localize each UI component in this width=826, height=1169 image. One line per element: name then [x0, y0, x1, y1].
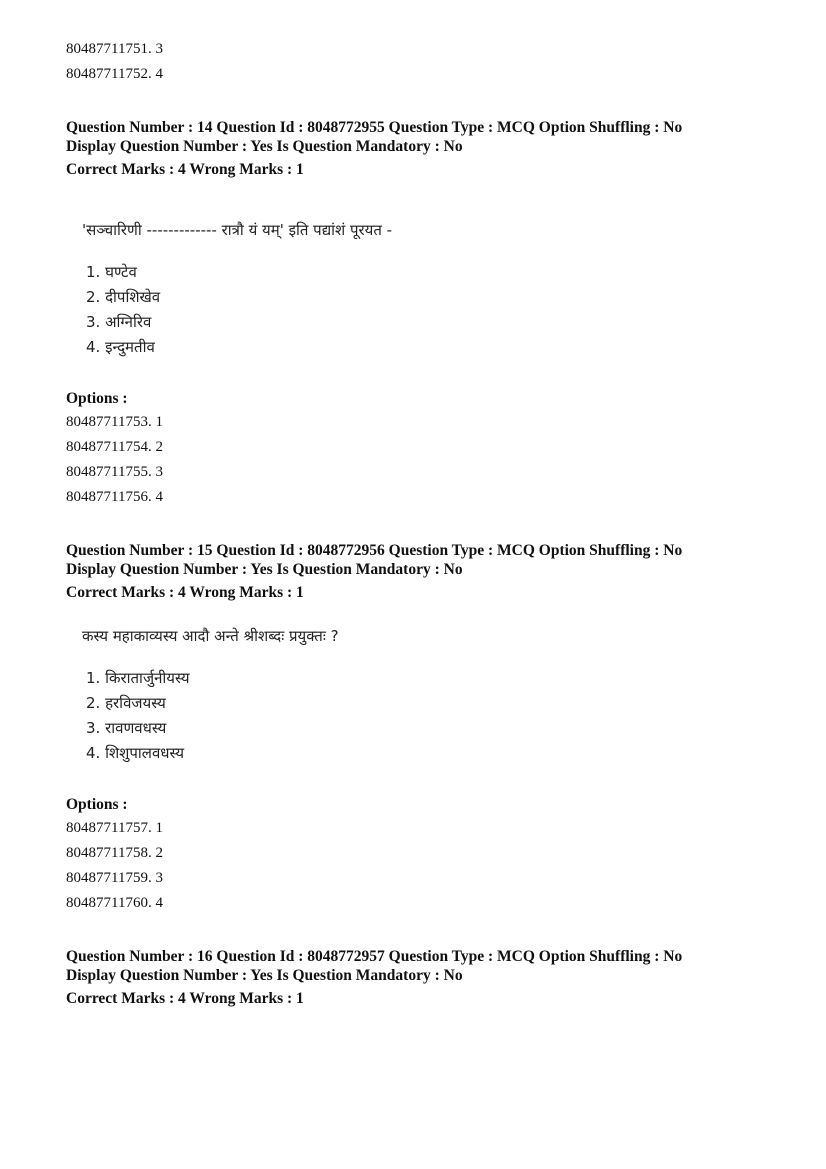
options-label: Options :: [66, 796, 128, 813]
answer-choice: 2. हरविजयस्य: [86, 694, 166, 712]
answer-choice: 4. शिशुपालवधस्य: [86, 744, 185, 762]
question-marks: Correct Marks : 4 Wrong Marks : 1: [66, 990, 304, 1007]
answer-choice: 2. दीपशिखेव: [86, 288, 161, 306]
option-line: 80487711758. 2: [66, 845, 163, 861]
answer-choice: 3. अग्निरिव: [86, 313, 152, 331]
options-label: Options :: [66, 390, 128, 407]
question-header-meta: Display Question Number : Yes Is Question Mandatory : No: [66, 967, 463, 984]
answer-choice: 1. किरातार्जुनीयस्य: [86, 669, 190, 687]
question-header: Question Number : 14 Question Id : 8048772955 Question Type : MCQ Option Shuffling : No: [66, 119, 683, 136]
question-text: 'सञ्चारिणी ------------- रात्रौ यं यम्' इति पद्यांशं पूरयत -: [82, 221, 393, 239]
option-line: 80487711756. 4: [66, 489, 163, 505]
question-marks: Correct Marks : 4 Wrong Marks : 1: [66, 584, 304, 601]
option-line: 80487711757. 1: [66, 820, 163, 836]
question-header-meta: Display Question Number : Yes Is Question Mandatory : No: [66, 561, 463, 578]
question-header: Question Number : 16 Question Id : 8048772957 Question Type : MCQ Option Shuffling : No: [66, 948, 683, 965]
question-header: Question Number : 15 Question Id : 8048772956 Question Type : MCQ Option Shuffling : No: [66, 542, 683, 559]
option-line: 80487711759. 3: [66, 870, 163, 886]
answer-choice: 3. रावणवधस्य: [86, 719, 167, 737]
answer-choice: 4. इन्दुमतीव: [86, 338, 155, 356]
question-header-meta: Display Question Number : Yes Is Question Mandatory : No: [66, 138, 463, 155]
question-text: कस्य महाकाव्यस्य आदौ अन्ते श्रीशब्दः प्रयुक्तः ?: [82, 627, 339, 645]
option-line: 80487711754. 2: [66, 439, 163, 455]
question-marks: Correct Marks : 4 Wrong Marks : 1: [66, 161, 304, 178]
option-line: 80487711751. 3: [66, 41, 163, 57]
option-line: 80487711752. 4: [66, 66, 163, 82]
answer-choice: 1. घण्टेव: [86, 263, 137, 281]
option-line: 80487711755. 3: [66, 464, 163, 480]
option-line: 80487711760. 4: [66, 895, 163, 911]
option-line: 80487711753. 1: [66, 414, 163, 430]
